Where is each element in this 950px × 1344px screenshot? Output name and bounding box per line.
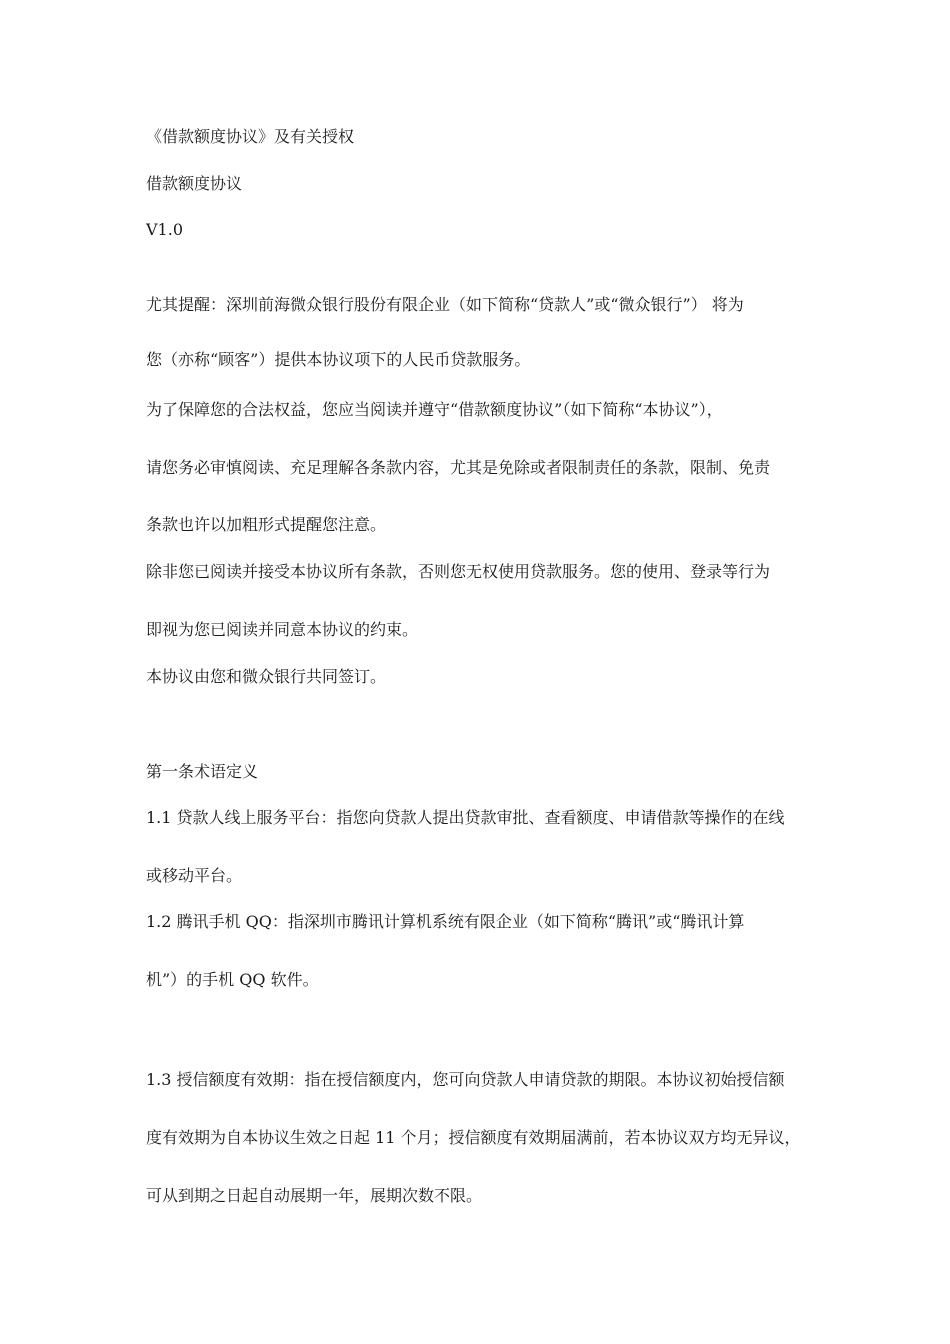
intro-line-2: 您（亦称“顾客”）提供本协议项下的人民币贷款服务。: [146, 350, 531, 369]
version-label: V1.0: [146, 220, 183, 239]
acceptance-line-1: 除非您已阅读并接受本协议所有条款，否则您无权使用贷款服务。您的使用、登录等行为: [146, 562, 771, 581]
rights-line-3: 条款也许以加粗形式提醒您注意。: [146, 515, 387, 534]
clause-1-1-line-2: 或移动平台。: [146, 866, 243, 885]
clause-1-3-line-1: 1.3 授信额度有效期：指在授信额度内，您可向贷款人申请贷款的期限。本协议初始授信额: [146, 1070, 785, 1089]
acceptance-line-2: 即视为您已阅读并同意本协议的约束。: [146, 620, 419, 639]
clause-1-3-line-3: 可从到期之日起自动展期一年，展期次数不限。: [146, 1186, 483, 1205]
signing-statement: 本协议由您和微众银行共同签订。: [146, 667, 387, 686]
rights-line-2: 请您务必审慎阅读、充足理解各条款内容，尤其是免除或者限制责任的条款，限制、免责: [146, 458, 771, 477]
clause-1-2-line-1: 1.2 腾讯手机 QQ：指深圳市腾讯计算机系统有限企业（如下简称“腾讯”或“腾讯计算: [146, 912, 745, 931]
document-title: 《借款额度协议》及有关授权: [146, 127, 355, 146]
clause-1-3-line-2: 度有效期为自本协议生效之日起 11 个月；授信额度有效期届满前，若本协议双方均无异议，: [146, 1128, 801, 1147]
rights-line-1: 为了保障您的合法权益，您应当阅读并遵守“借款额度协议”（如下简称“本协议”），: [146, 400, 723, 419]
clause-1-1-line-1: 1.1 贷款人线上服务平台：指您向贷款人提出贷款审批、查看额度、申请借款等操作的在线: [146, 808, 785, 827]
agreement-name: 借款额度协议: [146, 174, 243, 193]
section-1-heading: 第一条术语定义: [146, 762, 259, 781]
clause-1-2-line-2: 机”）的手机 QQ 软件。: [146, 970, 319, 989]
intro-line-1: 尤其提醒：深圳前海微众银行股份有限企业（如下简称“贷款人”或“微众银行”） 将为: [146, 295, 744, 314]
